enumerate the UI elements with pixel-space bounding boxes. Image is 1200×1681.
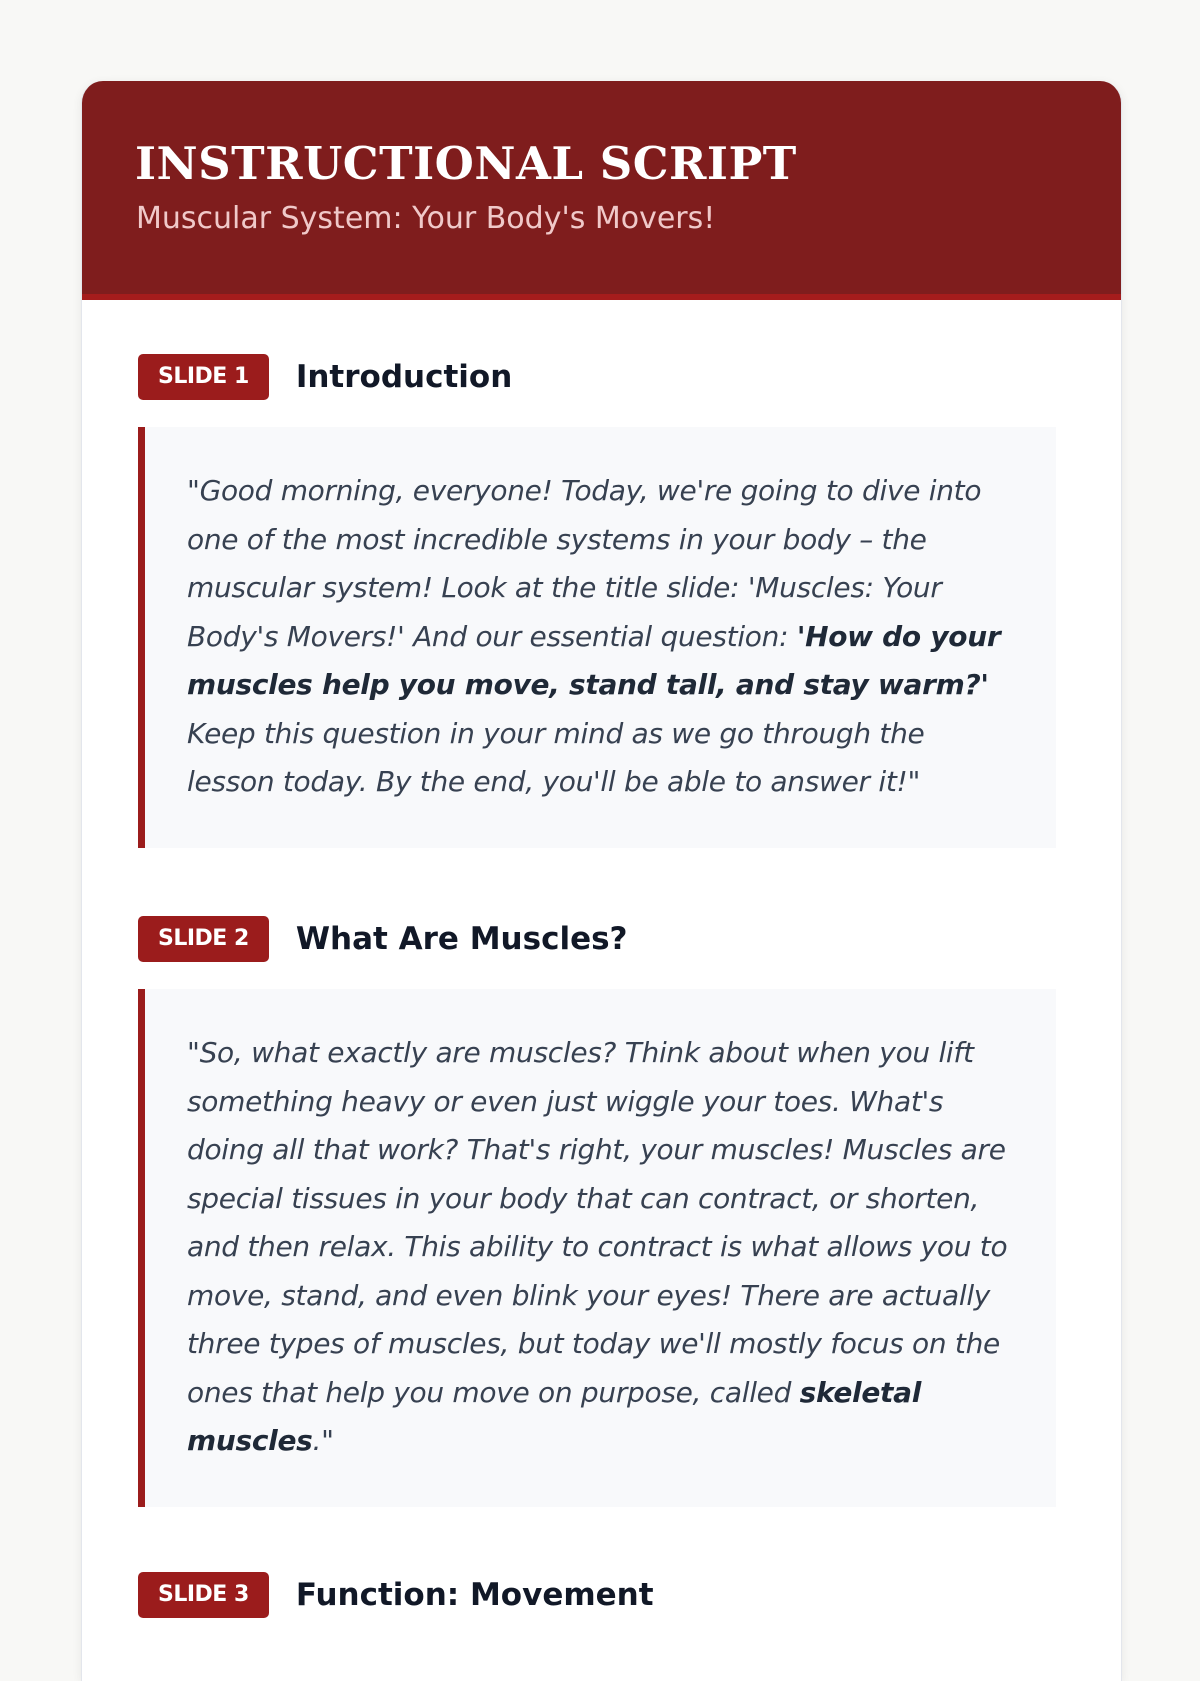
slide-2-script-text	[187, 1029, 1016, 1466]
slide-2-badge: SLIDE 2	[138, 916, 269, 962]
slide-1-script-text	[187, 467, 1016, 807]
slide-1-header	[138, 354, 512, 400]
slide-3-header	[138, 1572, 654, 1618]
script-card	[81, 81, 1122, 1681]
slide-1-badge: SLIDE 1	[138, 354, 269, 400]
document-header	[82, 81, 1122, 300]
slide-2-key-term: skeletal muscles	[187, 1375, 922, 1457]
slide-1-script-part1: "Good morning, everyone! Today, we're going to dive into one of the most incredible systems in your body – the muscular system! Look at the title slide: 'Muscles: Your Body's Movers!' And our essential question:	[187, 474, 982, 653]
slide-1-script	[138, 427, 1056, 848]
slide-1-essential-question: 'How do your muscles help you move, stand tall, and stay warm?'	[187, 619, 1001, 701]
slide-2-header	[138, 916, 628, 962]
slide-2-script	[138, 989, 1056, 1507]
slide-2-script-part1: "So, what exactly are muscles? Think about when you lift something heavy or even just wiggle your toes. What's doing all that work? That's right, your muscles! Muscles are special tissues in your body that can contract, or shorten, and then relax. This ability to contract is what allows you to move, stand, and even blink your eyes! There are actually three types of muscles, but today we'll mostly focus on the ones that help you move on purpose, called	[187, 1036, 1008, 1409]
document-subtitle: Muscular System: Your Body's Movers!	[136, 201, 716, 236]
slide-2-script-part2: ."	[312, 1424, 334, 1457]
slide-1-title: Introduction	[295, 359, 513, 395]
slide-3-badge: SLIDE 3	[138, 1572, 269, 1618]
slide-3-title: Function: Movement	[295, 1577, 654, 1613]
slide-1-script-part2: Keep this question in your mind as we go through the lesson today. By the end, you'll be able to answer it!"	[187, 716, 925, 798]
slide-2-title: What Are Muscles?	[295, 921, 628, 957]
document-title: INSTRUCTIONAL SCRIPT	[135, 137, 797, 190]
